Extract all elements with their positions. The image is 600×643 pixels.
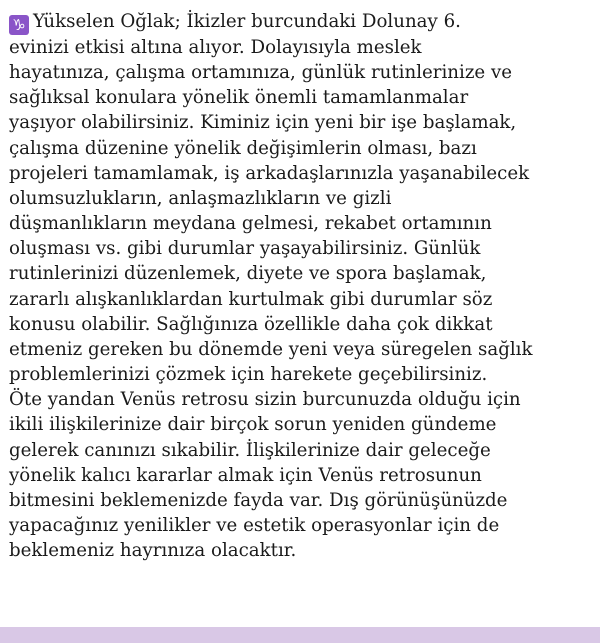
text-line-22: beklemeniz hayrınıza olacaktır. (9, 540, 297, 562)
bottom-color-band (0, 627, 600, 643)
capricorn-icon: ♑ (9, 15, 29, 35)
text-line-13: konusu olabilir. Sağlığınıza özellikle daha çok dikkat (9, 313, 493, 335)
text-line-7: projeleri tamamlamak, iş arkadaşlarınızla yaşanabilecek (9, 162, 530, 184)
text-line-1 (9, 9, 599, 35)
text-line-15: problemlerinizi çözmek için harekete geçebilirsiniz. (9, 364, 488, 386)
text-line-11: rutinlerinizi düzenlemek, diyete ve spora başlamak, (9, 263, 487, 285)
text-line-18: gelerek canınızı sıkabilir. İlişkilerinize dair geleceğe (9, 439, 491, 461)
text-line-9: düşmanlıkların meydana gelmesi, rekabet ortamının (9, 213, 492, 235)
text-line-1-content: Yükselen Oğlak; İkizler burcundaki Dolunay 6. (33, 11, 461, 32)
text-line-4: sağlıksal konulara yönelik önemli tamamlanmalar (9, 87, 469, 109)
text-line-6: çalışma düzenine yönelik değişimlerin olması, bazı (9, 137, 477, 159)
text-line-19: yönelik kalıcı kararlar almak için Venüs retrosunun (9, 464, 482, 486)
text-line-17: ikili ilişkilerinize dair birçok sorun yeniden gündeme (9, 414, 497, 436)
text-line-21: yapacağınız yenilikler ve estetik operasyonlar için de (9, 514, 500, 536)
text-line-16: Öte yandan Venüs retrosu sizin burcunuzda olduğu için (9, 389, 521, 411)
text-line-14: etmeniz gereken bu dönemde yeni veya süregelen sağlık (9, 338, 533, 360)
text-line-2: evinizi etkisi altına alıyor. Dolayısıyla meslek (9, 37, 422, 58)
text-line-8: olumsuzlukların, anlaşmazlıkların ve gizli (9, 187, 392, 209)
text-line-12: zararlı alışkanlıklardan kurtulmak gibi durumlar söz (9, 288, 493, 310)
text-line-20: bitmesini beklemenizde fayda var. Dış görünüşünüzde (9, 489, 508, 511)
horoscope-paragraph (9, 9, 599, 563)
text-line-10: oluşması vs. gibi durumlar yaşayabilirsiniz. Günlük (9, 238, 481, 260)
text-line-3: hayatınıza, çalışma ortamınıza, günlük rutinlerinize ve (9, 62, 512, 84)
text-line-5: yaşıyor olabilirsiniz. Kiminiz için yeni bir işe başlamak, (9, 112, 517, 134)
